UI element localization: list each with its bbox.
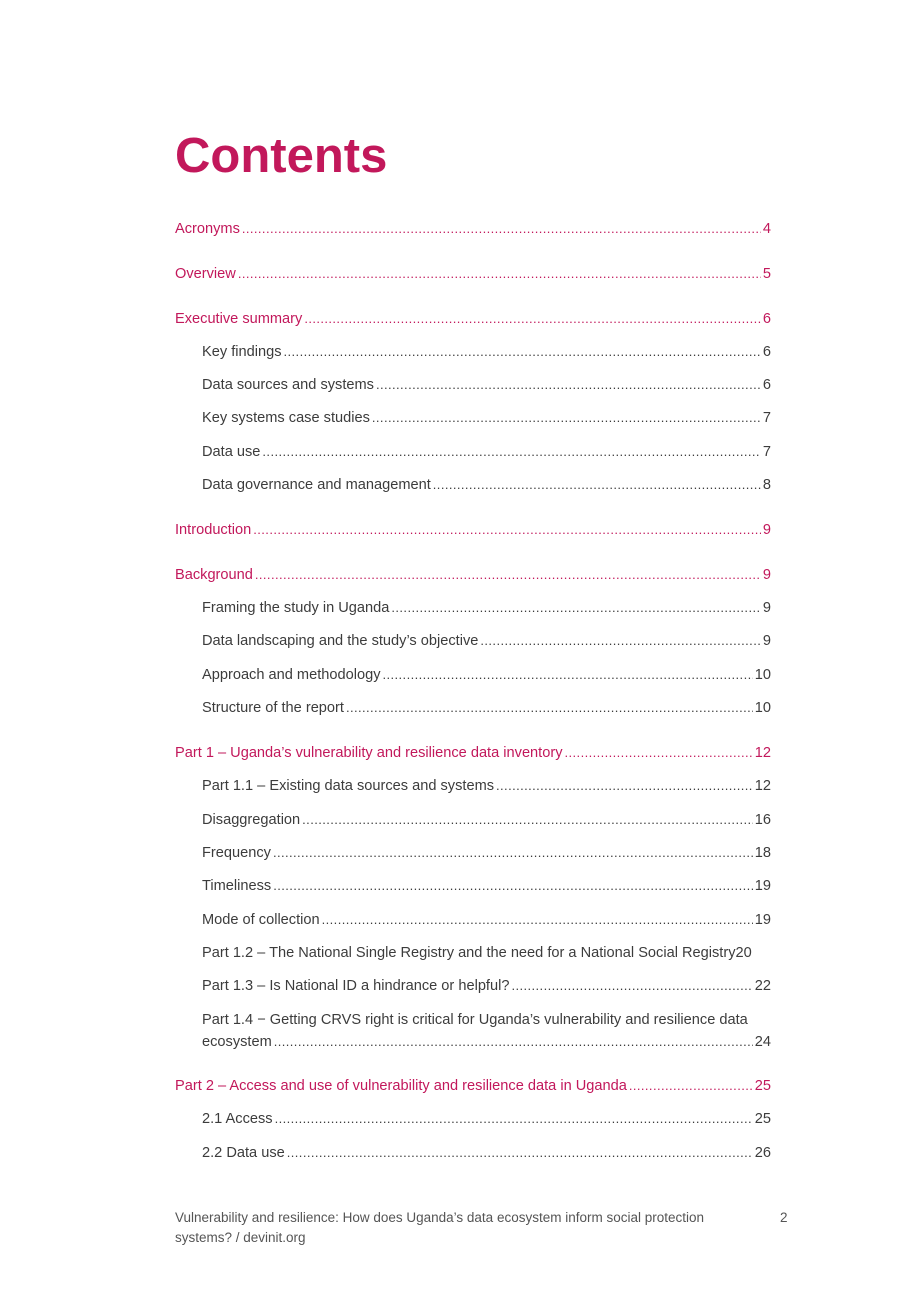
toc-entry-page: 6 — [762, 311, 771, 327]
page-number: 2 — [780, 1210, 788, 1225]
toc-entry-label: Part 2 – Access and use of vulnerability and resilience data in Uganda — [175, 1078, 627, 1094]
toc-leader-dots — [275, 1109, 753, 1129]
toc-leader-dots — [304, 309, 761, 329]
toc-leader-dots — [383, 665, 753, 685]
toc-entry-mode-of-collection[interactable] — [202, 910, 771, 930]
toc-entry-page: 9 — [762, 567, 771, 583]
toc-leader-dots — [253, 520, 761, 540]
toc-leader-dots — [391, 598, 760, 618]
toc-entry-label: Framing the study in Uganda — [202, 600, 390, 616]
toc-entry-label: Structure of the report — [202, 700, 344, 716]
toc-entry-acronyms[interactable] — [175, 219, 771, 239]
toc-entry-page: 7 — [762, 410, 771, 426]
toc-entry-label-continued: ecosystem — [202, 1034, 272, 1050]
toc-leader-dots — [433, 475, 761, 495]
toc-entry-label: 2.1 Access — [202, 1111, 273, 1127]
toc-entry-page: 9 — [762, 522, 771, 538]
toc-entry-page: 19 — [754, 912, 771, 928]
toc-entry-page: 7 — [762, 444, 771, 460]
toc-entry-page: 18 — [754, 845, 771, 861]
toc-entry-label: Frequency — [202, 845, 271, 861]
toc-entry-page: 8 — [762, 477, 771, 493]
toc-entry-page: 10 — [754, 700, 771, 716]
page-footer: Vulnerability and resilience: How does Uganda’s data ecosystem inform social protection systems? / devinit.org — [175, 1210, 705, 1245]
toc-leader-dots — [262, 442, 760, 462]
toc-entry-label: Part 1.4 − Getting CRVS right is critical for Uganda’s vulnerability and resilience data — [202, 1012, 748, 1028]
toc-entry-label: Disaggregation — [202, 812, 301, 828]
toc-entry-background[interactable] — [175, 565, 771, 585]
toc-entry-continuation — [202, 1031, 771, 1053]
toc-entry-page: 9 — [762, 600, 771, 616]
toc-leader-dots — [511, 976, 752, 996]
toc-entry-data-use[interactable] — [202, 442, 771, 462]
toc-entry-page: 12 — [754, 745, 771, 761]
toc-leader-dots — [274, 1031, 753, 1053]
toc-leader-dots — [242, 219, 761, 239]
toc-leader-dots — [372, 408, 761, 428]
toc-entry-part-1-2[interactable] — [202, 943, 792, 963]
toc-entry-part-1-1[interactable] — [202, 776, 771, 796]
toc-entry-framing-the-study[interactable] — [202, 598, 771, 618]
toc-leader-dots — [302, 810, 753, 830]
toc-leader-dots — [273, 876, 753, 896]
toc-entry-label: Data landscaping and the study’s objective — [202, 633, 479, 649]
toc-leader-dots — [346, 698, 753, 718]
toc-entry-page: 5 — [762, 266, 771, 282]
toc-entry-introduction[interactable] — [175, 520, 771, 540]
toc-entry-label: Mode of collection — [202, 912, 320, 928]
toc-entry-label: Overview — [175, 266, 236, 282]
toc-leader-dots — [238, 264, 761, 284]
toc-entry-page: 10 — [754, 667, 771, 683]
toc-entry-data-governance[interactable] — [202, 475, 771, 495]
toc-entry-label: Approach and methodology — [202, 667, 381, 683]
toc-entry-timeliness[interactable] — [202, 876, 771, 896]
toc-entry-label: Data sources and systems — [202, 377, 374, 393]
toc-entry-page: 16 — [754, 812, 771, 828]
toc-entry-executive-summary[interactable] — [175, 309, 771, 329]
toc-leader-dots — [565, 743, 753, 763]
toc-entry-label: Data use — [202, 444, 261, 460]
toc-entry-part-1-3[interactable] — [202, 976, 771, 996]
toc-leader-dots — [376, 375, 761, 395]
toc-leader-dots — [284, 342, 761, 362]
toc-entry-page: 6 — [762, 377, 771, 393]
toc-leader-dots — [480, 631, 760, 651]
toc-entry-part-1[interactable] — [175, 743, 771, 763]
toc-entry-structure-of-the-report[interactable] — [202, 698, 771, 718]
toc-entry-label: Introduction — [175, 522, 252, 538]
toc-entry-frequency[interactable] — [202, 843, 771, 863]
toc-entry-label: Timeliness — [202, 878, 272, 894]
toc-entry-disaggregation[interactable] — [202, 810, 771, 830]
toc-entry-page: 25 — [754, 1111, 771, 1127]
toc-entry-page: 9 — [762, 633, 771, 649]
toc-entry-label: Acronyms — [175, 221, 240, 237]
toc-entry-approach-and-methodology[interactable] — [202, 665, 771, 685]
toc-entry-label: 2.2 Data use — [202, 1145, 285, 1161]
toc-entry-page: 12 — [754, 778, 771, 794]
toc-entry-label: Data governance and management — [202, 477, 431, 493]
toc-entry-2-2-data-use[interactable] — [202, 1143, 771, 1163]
toc-entry-label: Part 1.1 – Existing data sources and systems — [202, 778, 495, 794]
toc-leader-dots — [255, 565, 761, 585]
toc-leader-dots — [273, 843, 753, 863]
toc-leader-dots — [496, 776, 753, 796]
toc-entry-label: Part 1 – Uganda’s vulnerability and resilience data inventory — [175, 745, 563, 761]
toc-entry-data-landscaping[interactable] — [202, 631, 771, 651]
toc-entry-key-findings[interactable] — [202, 342, 771, 362]
toc-entry-label: Part 1.2 – The National Single Registry and the need for a National Social Registry — [202, 945, 736, 961]
toc-entry-page: 24 — [754, 1034, 771, 1050]
toc-entry-page: 20 — [735, 945, 752, 961]
toc-entry-part-1-4[interactable] — [202, 1009, 785, 1053]
toc-leader-dots — [287, 1143, 753, 1163]
toc-entry-label: Key findings — [202, 344, 282, 360]
toc-entry-label: Key systems case studies — [202, 410, 370, 426]
toc-entry-2-1-access[interactable] — [202, 1109, 771, 1129]
page-title: Contents — [175, 129, 388, 183]
toc-entry-page: 22 — [754, 978, 771, 994]
toc-entry-part-2[interactable] — [175, 1076, 771, 1096]
toc-leader-dots — [629, 1076, 753, 1096]
toc-entry-page: 26 — [754, 1145, 771, 1161]
toc-leader-dots — [322, 910, 753, 930]
toc-entry-page: 25 — [754, 1078, 771, 1094]
toc-entry-page: 19 — [754, 878, 771, 894]
toc-entry-data-sources-and-systems[interactable] — [202, 375, 771, 395]
toc-entry-label: Executive summary — [175, 311, 303, 327]
toc-entry-overview[interactable] — [175, 264, 771, 284]
toc-entry-page: 4 — [762, 221, 771, 237]
toc-entry-label: Background — [175, 567, 253, 583]
toc-entry-label: Part 1.3 – Is National ID a hindrance or helpful? — [202, 978, 510, 994]
toc-entry-key-systems-case-studies[interactable] — [202, 408, 771, 428]
toc-entry-page: 6 — [762, 344, 771, 360]
